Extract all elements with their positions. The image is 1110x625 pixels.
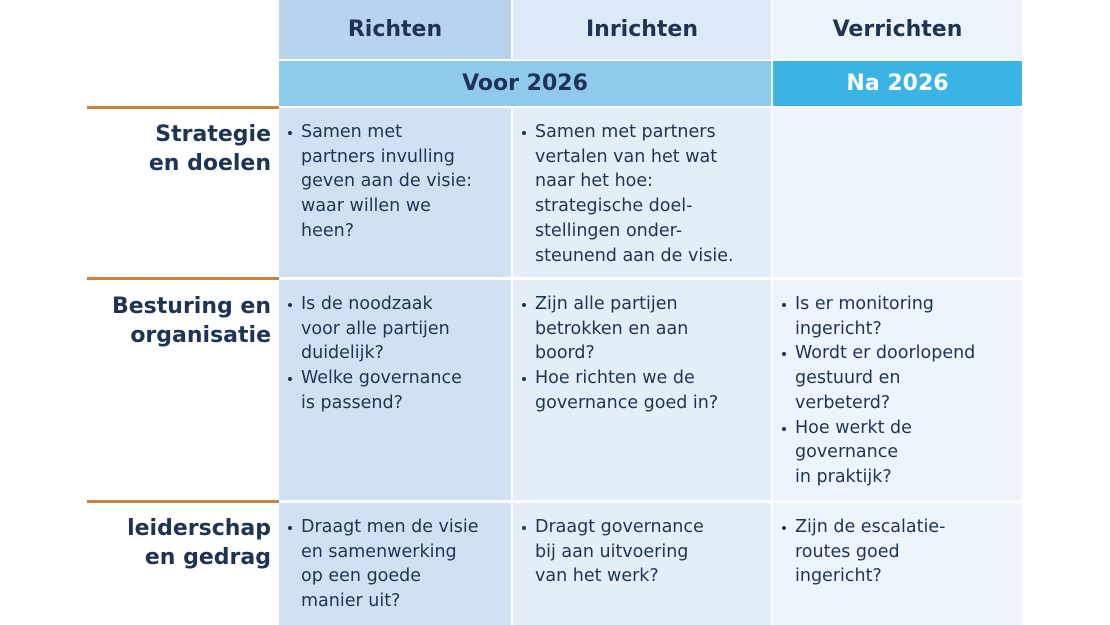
bullet-item: Is er monitoring ingericht? xyxy=(781,292,1012,341)
bullet-item: Zijn de escalatie- routes goed ingericht? xyxy=(781,515,1012,589)
row-label-line: Strategie xyxy=(155,122,271,147)
row-label-strategie xyxy=(60,120,271,178)
column-header-inrichten: Inrichten xyxy=(513,0,771,59)
row-rule xyxy=(87,106,279,109)
cell-strategie-richten xyxy=(279,108,511,244)
bullet-item: Zijn alle partijen betrokken en aan boord? xyxy=(521,292,761,366)
cell-strategie-inrichten xyxy=(513,108,771,268)
cell-leiderschap-verrichten xyxy=(773,503,1022,589)
row-label-line: leiderschap xyxy=(127,516,271,541)
cell-besturing-verrichten xyxy=(773,280,1022,490)
row-label-leiderschap xyxy=(60,514,271,572)
row-label-line: Besturing en xyxy=(111,294,271,319)
bullet-item: Hoe richten we de governance goed in? xyxy=(521,366,761,415)
bullet-item: Is de noodzaak voor alle partijen duidelijk? xyxy=(287,292,501,366)
period-voor-2026: Voor 2026 xyxy=(279,61,771,106)
bullet-item: Hoe werkt de governance in praktijk? xyxy=(781,416,1012,490)
row-label-besturing xyxy=(60,292,271,350)
row-label-line: en gedrag xyxy=(144,545,271,570)
cell-besturing-richten xyxy=(279,280,511,416)
cell-leiderschap-inrichten xyxy=(513,503,771,589)
bullet-item: Wordt er doorlopend gestuurd en verbeterd? xyxy=(781,341,1012,415)
column-header-verrichten: Verrichten xyxy=(773,0,1022,59)
bullet-item: Draagt men de visie en samenwerking op een goede manier uit? xyxy=(287,515,501,614)
cell-strategie-verrichten xyxy=(773,108,1022,120)
row-label-line: en doelen xyxy=(148,151,271,176)
row-label-line: organisatie xyxy=(130,323,271,348)
bullet-item: Draagt governance bij aan uitvoering van het werk? xyxy=(521,515,761,589)
cell-besturing-inrichten xyxy=(513,280,771,416)
column-header-richten: Richten xyxy=(279,0,511,59)
bullet-item: Welke governance is passend? xyxy=(287,366,501,415)
bullet-item: Samen met partners vertalen van het wat naar het hoe: strategische doel- stellingen onder- steunend aan de visie. xyxy=(521,120,761,268)
row-rule xyxy=(87,500,279,503)
period-na-2026: Na 2026 xyxy=(773,61,1022,106)
cell-leiderschap-richten xyxy=(279,503,511,614)
row-rule xyxy=(87,277,279,280)
bullet-item: Samen met partners invulling geven aan de visie: waar willen we heen? xyxy=(287,120,501,244)
